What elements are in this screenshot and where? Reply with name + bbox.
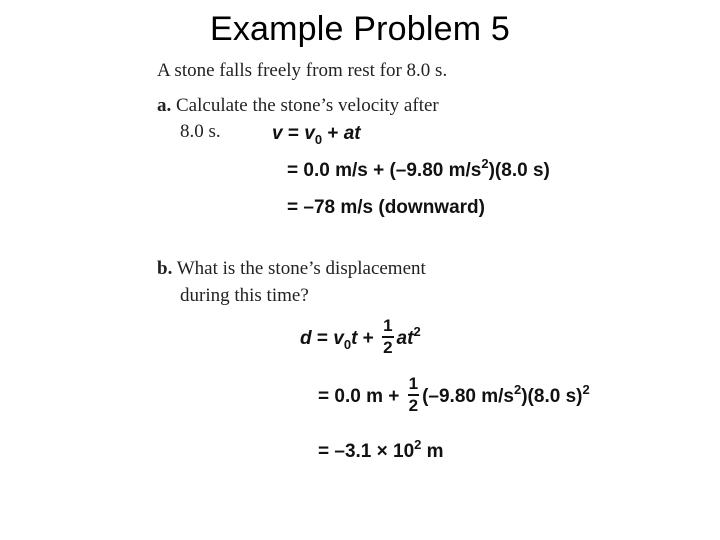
equals-sign: = <box>311 328 334 350</box>
slide-title: Example Problem 5 <box>209 10 511 48</box>
fraction-numerator: 1 <box>382 316 393 338</box>
var-at: at <box>396 328 414 350</box>
part-b-label: b. <box>157 258 173 279</box>
exponent: 2 <box>414 437 422 452</box>
equals-sign: = <box>282 123 305 144</box>
part-b-question <box>157 258 426 280</box>
part-b-eq2-lead: = 0.0 m + <box>318 386 405 408</box>
part-a-question-line2: 8.0 s. <box>180 121 221 142</box>
var-t: t <box>351 328 358 350</box>
fraction-one-half <box>382 316 393 358</box>
part-a-eq2-tail: )(8.0 s) <box>488 160 550 181</box>
part-a-eq2-text: = 0.0 m/s + (–9.80 m/s <box>287 160 482 181</box>
part-a-label: a. <box>157 95 172 116</box>
subscript-0: 0 <box>343 337 352 353</box>
part-b-eq2-mid: (–9.80 m/s <box>422 386 514 408</box>
var-d: d <box>300 328 312 350</box>
exponent: 2 <box>413 324 421 340</box>
part-b-equation-2 <box>318 376 590 418</box>
exponent: 2 <box>582 382 590 398</box>
part-a-question-line1: Calculate the stone’s velocity after <box>176 95 439 116</box>
var-v0: v <box>304 123 315 144</box>
fraction-denominator: 2 <box>383 338 393 357</box>
subscript-0: 0 <box>314 132 323 147</box>
fraction-numerator: 1 <box>408 374 419 396</box>
plus-sign: + <box>357 328 380 350</box>
exponent: 2 <box>481 156 489 171</box>
part-b-question-line2: during this time? <box>180 285 309 306</box>
part-b-eq2-mid2: )(8.0 s) <box>521 386 583 408</box>
part-a-question <box>157 95 439 117</box>
part-b-question-line1: What is the stone’s displacement <box>176 258 426 279</box>
part-b-eq3-lead: = –3.1 × 10 <box>318 441 415 462</box>
part-a-equation-1 <box>272 123 361 145</box>
var-at: at <box>343 123 361 144</box>
part-b-equation-3 <box>318 437 444 463</box>
part-b-equation-1 <box>300 318 421 360</box>
part-a-equation-2 <box>287 156 550 182</box>
part-b-eq3-tail: m <box>421 441 444 462</box>
problem-statement: A stone falls freely from rest for 8.0 s. <box>157 60 448 81</box>
part-a-equation-3: = –78 m/s (downward) <box>287 197 485 218</box>
exponent: 2 <box>514 382 522 398</box>
plus-sign: + <box>322 123 344 144</box>
var-v0: v <box>333 328 344 350</box>
fraction-denominator: 2 <box>408 396 419 415</box>
var-v: v <box>272 123 283 144</box>
fraction-one-half <box>408 374 419 416</box>
